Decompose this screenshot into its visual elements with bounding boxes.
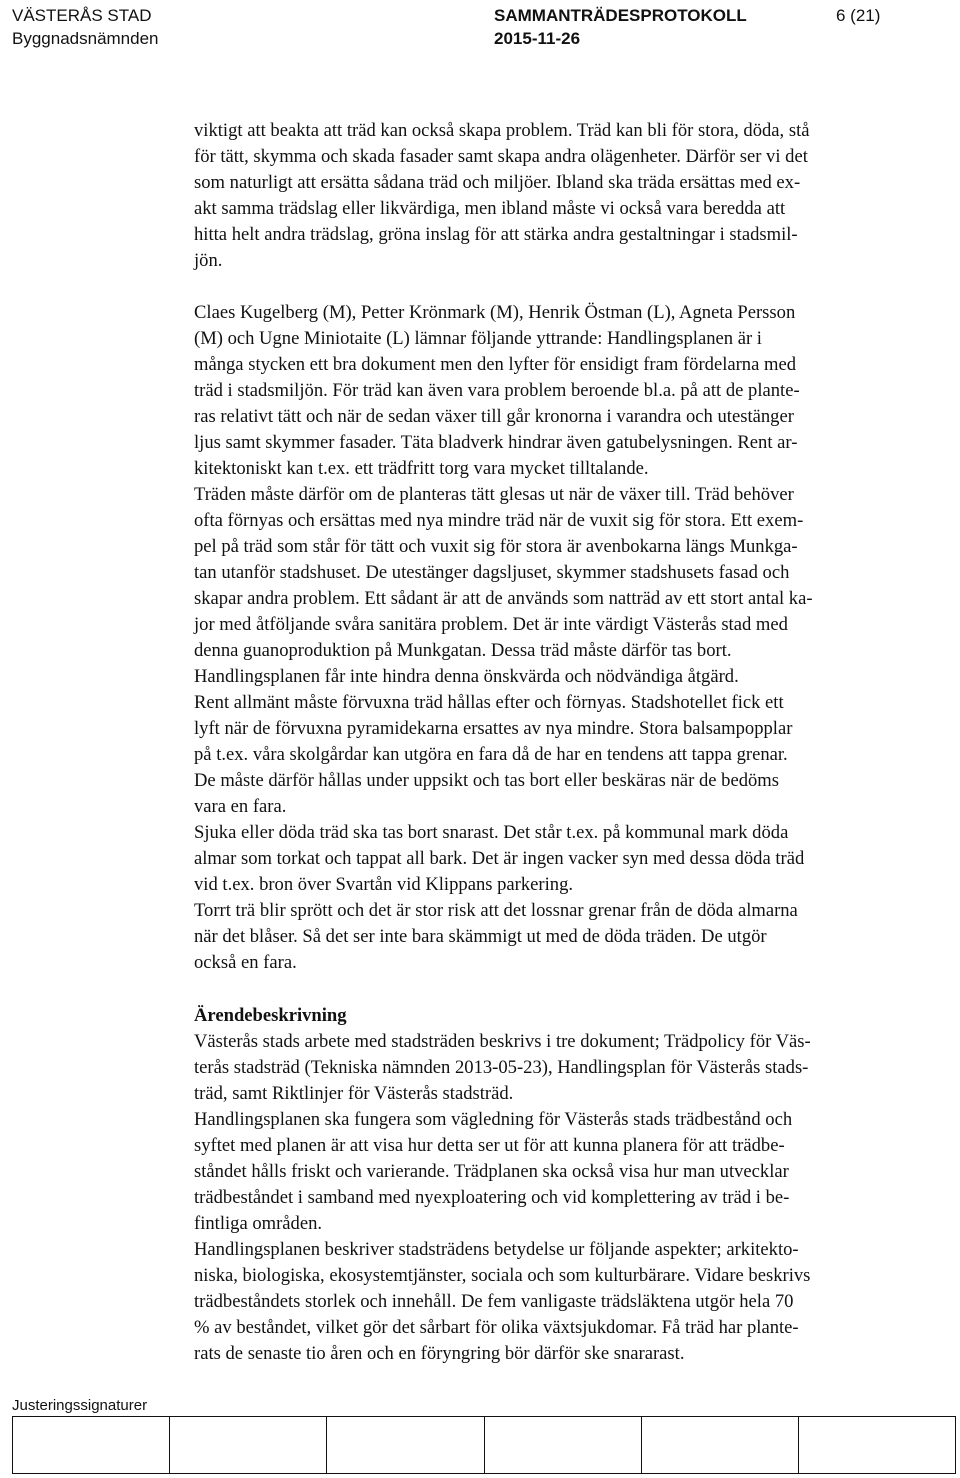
text-line: syftet med planen är att visa hur detta ser ut för att kunna planera för att trädbe-: [194, 1135, 785, 1156]
text-line: vid t.ex. bron över Svartån vid Klippans parkering.: [194, 874, 574, 895]
text-line: (M) och Ugne Miniotaite (L) lämnar följande yttrande: Handlingsplanen är i: [194, 328, 762, 349]
text-line: träd, samt Riktlinjer för Västerås stadsträd.: [194, 1083, 514, 1104]
text-line: akt samma trädslag eller likvärdiga, men ibland måste vi också vara beredda att: [194, 198, 786, 219]
text-line: Handlingsplanen beskriver stadsträdens betydelse ur följande aspekter; arkitekto-: [194, 1239, 799, 1260]
text-line: rats de senaste tio åren och en föryngring bör därför ske snararast.: [194, 1343, 685, 1364]
text-line: Handlingsplanen ska fungera som vägledning för Västerås stads trädbestånd och: [194, 1109, 793, 1130]
text-line: terås stadsträd (Tekniska nämnden 2013-05-23), Handlingsplan för Västerås stads-: [194, 1057, 809, 1078]
signature-cell: [327, 1417, 484, 1473]
signature-cell: [13, 1417, 170, 1473]
text-line: De måste därför hållas under uppsikt och tas bort eller beskäras när de bedöms: [194, 770, 779, 791]
text-line: fintliga områden.: [194, 1213, 323, 1234]
text-line: % av beståndet, vilket gör det sårbart för olika växtsjukdomar. Få träd har plante-: [194, 1317, 799, 1338]
text-line: Västerås stads arbete med stadsträden beskrivs i tre dokument; Trädpolicy för Väs-: [194, 1031, 811, 1052]
paragraph-description: [194, 1029, 946, 1367]
signature-cell: [799, 1417, 955, 1473]
text-line: ståndet hålls friskt och varierande. Trädplanen ska också visa hur man utvecklar: [194, 1161, 789, 1182]
text-line: hitta helt andra trädslag, gröna inslag för att stärka andra gestaltningar i stadsmil-: [194, 224, 798, 245]
text-line: trädbeståndets storlek och innehåll. De fem vanligaste trädsläktena utgör hela 70: [194, 1291, 794, 1312]
text-line: kitektoniskt kan t.ex. ett trädfritt torg vara mycket tilltalande.: [194, 458, 649, 479]
body-text-block-2: [194, 300, 946, 976]
text-line: trädbeståndet i samband med nyexploatering och vid komplettering av träd i be-: [194, 1187, 790, 1208]
section-heading: Ärendebeskrivning: [194, 1005, 347, 1026]
text-line: pel på träd som står för tätt och vuxit sig för stora är avenbokarna längs Munkga-: [194, 536, 798, 557]
text-line: Sjuka eller döda träd ska tas bort snarast. Det står t.ex. på kommunal mark döda: [194, 822, 789, 843]
text-line: jön.: [194, 250, 223, 271]
text-line: Claes Kugelberg (M), Petter Krönmark (M), Henrik Östman (L), Agneta Persson: [194, 302, 796, 323]
text-line: Träden måste därför om de planteras tätt glesas ut när de växer till. Träd behöver: [194, 484, 794, 505]
text-line: ofta förnyas och ersättas med nya mindre träd när de vuxit sig för stora. Ett exem-: [194, 510, 804, 531]
text-line: ljus samt skymmer fasader. Täta bladverk hindrar även gatubelysningen. Rent ar-: [194, 432, 798, 453]
department-name: Byggnadsnämnden: [12, 29, 159, 48]
text-line: många stycken ett bra dokument men den lyfter för ensidigt fram fördelarna med: [194, 354, 797, 375]
text-line: viktigt att beakta att träd kan också skapa problem. Träd kan bli för stora, döda, stå: [194, 120, 810, 141]
text-line: som naturligt att ersätta sådana träd och miljöer. Ibland ska träda ersättas med ex-: [194, 172, 801, 193]
signature-cell: [642, 1417, 799, 1473]
body-text-block-1: [194, 118, 946, 274]
text-line: ras relativt tätt och när de sedan växer till går kronorna i varandra och utestänger: [194, 406, 794, 427]
signature-cell: [485, 1417, 642, 1473]
signature-cell: [170, 1417, 327, 1473]
text-line: Handlingsplanen får inte hindra denna önskvärda och nödvändiga åtgärd.: [194, 666, 739, 687]
signature-table: [12, 1416, 956, 1474]
meeting-date: 2015-11-26: [494, 29, 581, 48]
text-line: skapar andra problem. Ett sådant är att de används som natträd av ett stort antal ka-: [194, 588, 813, 609]
signatures-label: Justeringssignaturer: [12, 1397, 148, 1414]
text-line: för tätt, skymma och skada fasader samt skapa andra olägenheter. Därför ser vi det: [194, 146, 808, 167]
paragraph-statement: [194, 300, 946, 976]
text-line: tan utanför stadshuset. De utestänger dagsljuset, skymmer stadshusets fasad och: [194, 562, 790, 583]
paragraph-trees-problems: [194, 118, 946, 274]
text-line: på t.ex. våra skolgårdar kan utgöra en fara då de har en tendens att tappa grenar.: [194, 744, 788, 765]
text-line: Torrt trä blir sprött och det är stor risk att det lossnar grenar från de döda almarna: [194, 900, 798, 921]
text-line: vara en fara.: [194, 796, 287, 817]
body-text-block-3: [194, 1003, 946, 1367]
text-line: lyft när de förvuxna pyramidekarna ersattes av nya mindre. Stora balsampopplar: [194, 718, 793, 739]
text-line: almar som torkat och tappat all bark. Det är ingen vacker syn med dessa döda träd: [194, 848, 805, 869]
text-line: träd i stadsmiljön. För träd kan även vara problem beroende bl.a. på att de plante-: [194, 380, 800, 401]
text-line: denna guanoproduktion på Munkgatan. Dessa träd måste därför tas bort.: [194, 640, 732, 661]
text-line: när det blåser. Så det ser inte bara skämmigt ut med de döda träden. De utgör: [194, 926, 767, 947]
text-line: också en fara.: [194, 952, 297, 973]
text-line: Rent allmänt måste förvuxna träd hållas efter och förnyas. Stadshotellet fick ett: [194, 692, 784, 713]
page-number: 6 (21): [836, 6, 881, 25]
document-type: SAMMANTRÄDESPROTOKOLL: [494, 6, 747, 25]
org-name: VÄSTERÅS STAD: [12, 6, 152, 25]
text-line: jor med åtföljande svåra sanitära problem. Det är inte värdigt Västerås stad med: [194, 614, 788, 635]
text-line: niska, biologiska, ekosystemtjänster, sociala och som kulturbärare. Vidare beskrivs: [194, 1265, 811, 1286]
